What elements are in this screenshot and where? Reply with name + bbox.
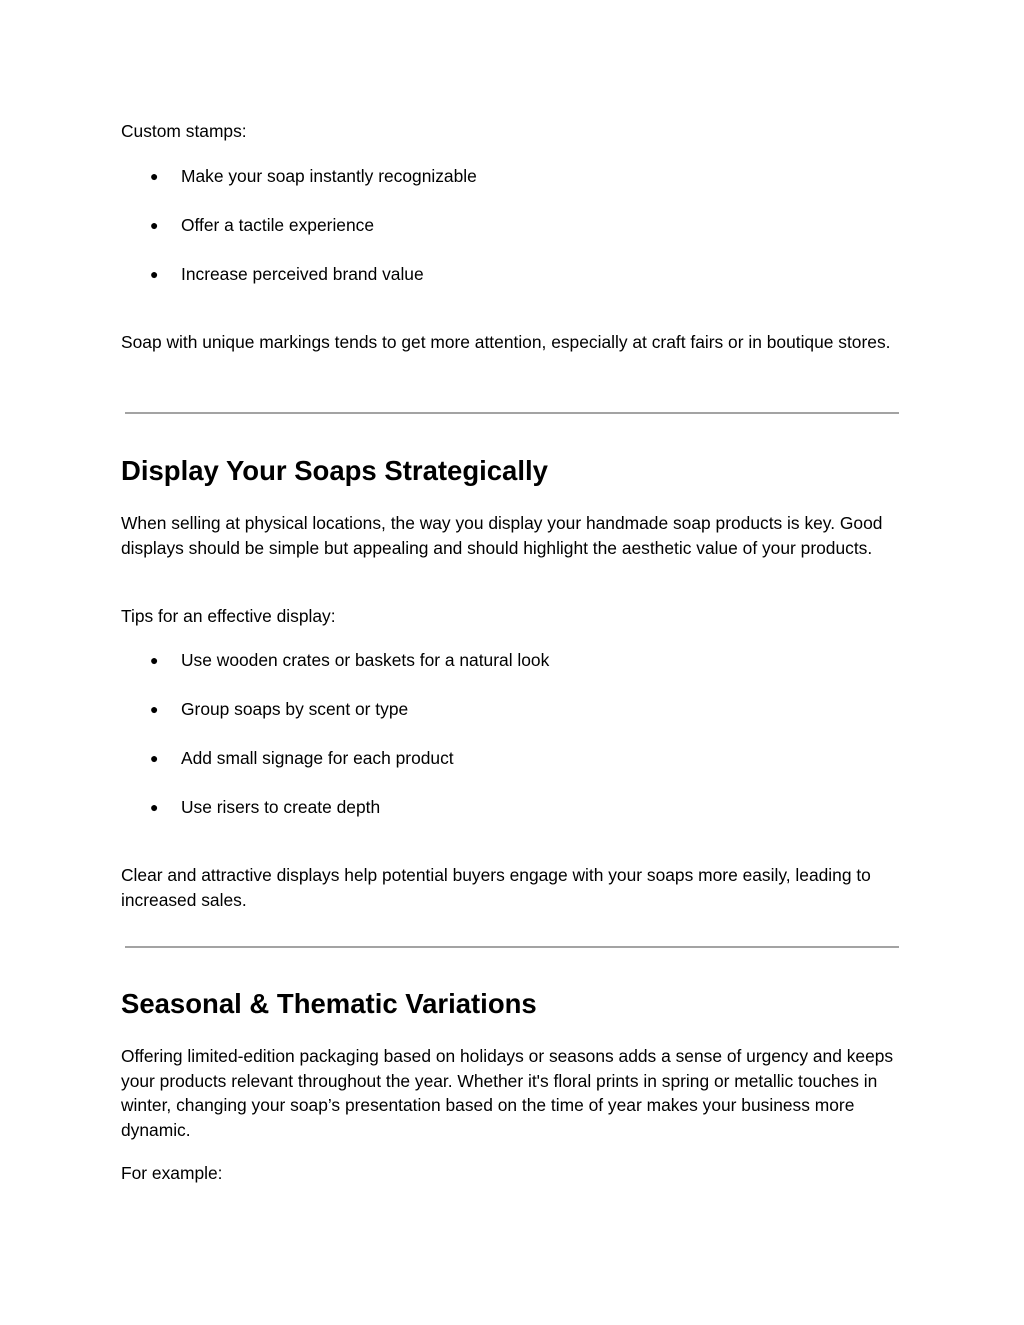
list-item (150, 648, 890, 697)
display-tips-lead: Tips for an effective display: (121, 606, 336, 626)
seasonal-example-lead: For example: (121, 1163, 223, 1183)
display-tips-list (150, 648, 890, 844)
list-item-text: Use wooden crates or baskets for a natural look (181, 650, 550, 670)
section-divider (125, 946, 899, 948)
bullet-icon: ● (150, 217, 159, 233)
bullet-icon: ● (150, 266, 159, 282)
list-item (150, 213, 890, 262)
list-item (150, 746, 890, 795)
bullet-icon: ● (150, 652, 159, 668)
custom-stamps-closing: Soap with unique markings tends to get more attention, especially at craft fairs or in boutique stores. (121, 332, 891, 352)
list-item-text: Increase perceived brand value (181, 264, 424, 284)
custom-stamps-list (150, 164, 890, 311)
list-item (150, 795, 890, 844)
display-section-closing: Clear and attractive displays help potential buyers engage with your soaps more easily, leading to increased sales. (121, 865, 871, 910)
seasonal-section-heading: Seasonal & Thematic Variations (121, 988, 537, 1019)
bullet-icon: ● (150, 799, 159, 815)
bullet-icon: ● (150, 168, 159, 184)
bullet-icon: ● (150, 750, 159, 766)
display-section-paragraph: When selling at physical locations, the way you display your handmade soap products is key. Good displays should be simple but appealing and should highlight the aesthetic value of your products. (121, 513, 883, 558)
list-item-text: Use risers to create depth (181, 797, 381, 817)
list-item (150, 697, 890, 746)
bullet-icon: ● (150, 701, 159, 717)
list-item (150, 164, 890, 213)
list-item-text: Group soaps by scent or type (181, 699, 409, 719)
list-item-text: Add small signage for each product (181, 748, 454, 768)
custom-stamps-lead: Custom stamps: (121, 121, 247, 141)
list-item-text: Make your soap instantly recognizable (181, 166, 477, 186)
display-section-heading: Display Your Soaps Strategically (121, 455, 548, 486)
section-divider (125, 412, 899, 414)
list-item-text: Offer a tactile experience (181, 215, 375, 235)
list-item (150, 262, 890, 311)
seasonal-section-paragraph: Offering limited-edition packaging based on holidays or seasons adds a sense of urgency and keeps your products relevant throughout the year. Whether it's floral prints in spring or metallic touches in winter, changing your soap’s presentation based on the time of year makes your business more dynamic. (121, 1046, 894, 1140)
